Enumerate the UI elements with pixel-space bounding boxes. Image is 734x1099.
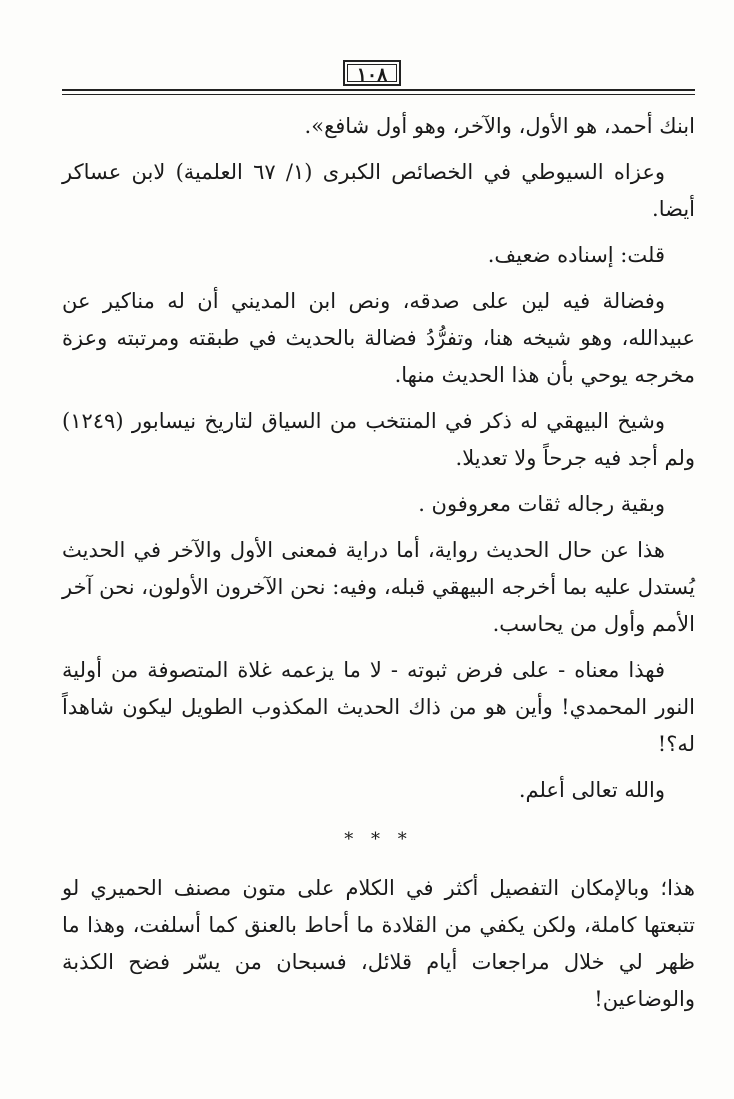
body-text [62, 108, 695, 1027]
paragraph-3: قلت: إسناده ضعيف. [487, 243, 665, 267]
page-header [62, 52, 695, 96]
closing-paragraph: هذا؛ وبالإمكان التفصيل أكثر في الكلام على متون مصنف الحميري لو تتبعتها كاملة، ولكن يكفي من القلادة ما أحاط بالعنق كما أسلفت، وهذا ما ظهر لي خلال مراجعات أيام قلائل، فسبحان من يسّر فضح الكذبة والوضاعين! [62, 876, 695, 1011]
header-rule-thin [62, 94, 695, 95]
page-number: ١٠٨ [343, 60, 401, 86]
header-rule-thick [62, 89, 695, 91]
paragraph-6: وبقية رجاله ثقات معروفون . [418, 492, 665, 516]
paragraph-1: ابنك أحمد، هو الأول، والآخر، وهو أول شافع». [304, 114, 695, 138]
paragraph-8: فهذا معناه - على فرض ثبوته - لا ما يزعمه غلاة المتصوفة من أولية النور المحمدي! وأين هو من ذاك الحديث المكذوب الطويل ليكون شاهداً له؟! [62, 658, 695, 756]
paragraph-9: والله تعالى أعلم. [518, 778, 665, 802]
paragraph-2: وعزاه السيوطي في الخصائص الكبرى (١/ ٦٧ العلمية) لابن عساكر أيضا. [62, 160, 695, 221]
paragraph-5: وشيخ البيهقي له ذكر في المنتخب من السياق لتاريخ نيسابور (١٢٤٩) ولم أجد فيه جرحاً ولا تعديلا. [62, 409, 695, 470]
paragraph-4: وفضالة فيه لين على صدقه، ونص ابن المديني أن له مناكير عن عبيدالله، وهو شيخه هنا، وتفرُّدُ فضالة بالحديث في طبقته ومرتبته وعزة مخرجه يوحي بأن هذا الحديث منها. [62, 289, 695, 387]
paragraph-7: هذا عن حال الحديث رواية، أما دراية فمعنى الأول والآخر في الحديث يُستدل عليه بما أخرجه البيهقي قبله، وفيه: نحن الآخرون الأولون، نحن آخر الأمم وأول من يحاسب. [62, 538, 695, 636]
section-separator: * * * [344, 829, 413, 850]
